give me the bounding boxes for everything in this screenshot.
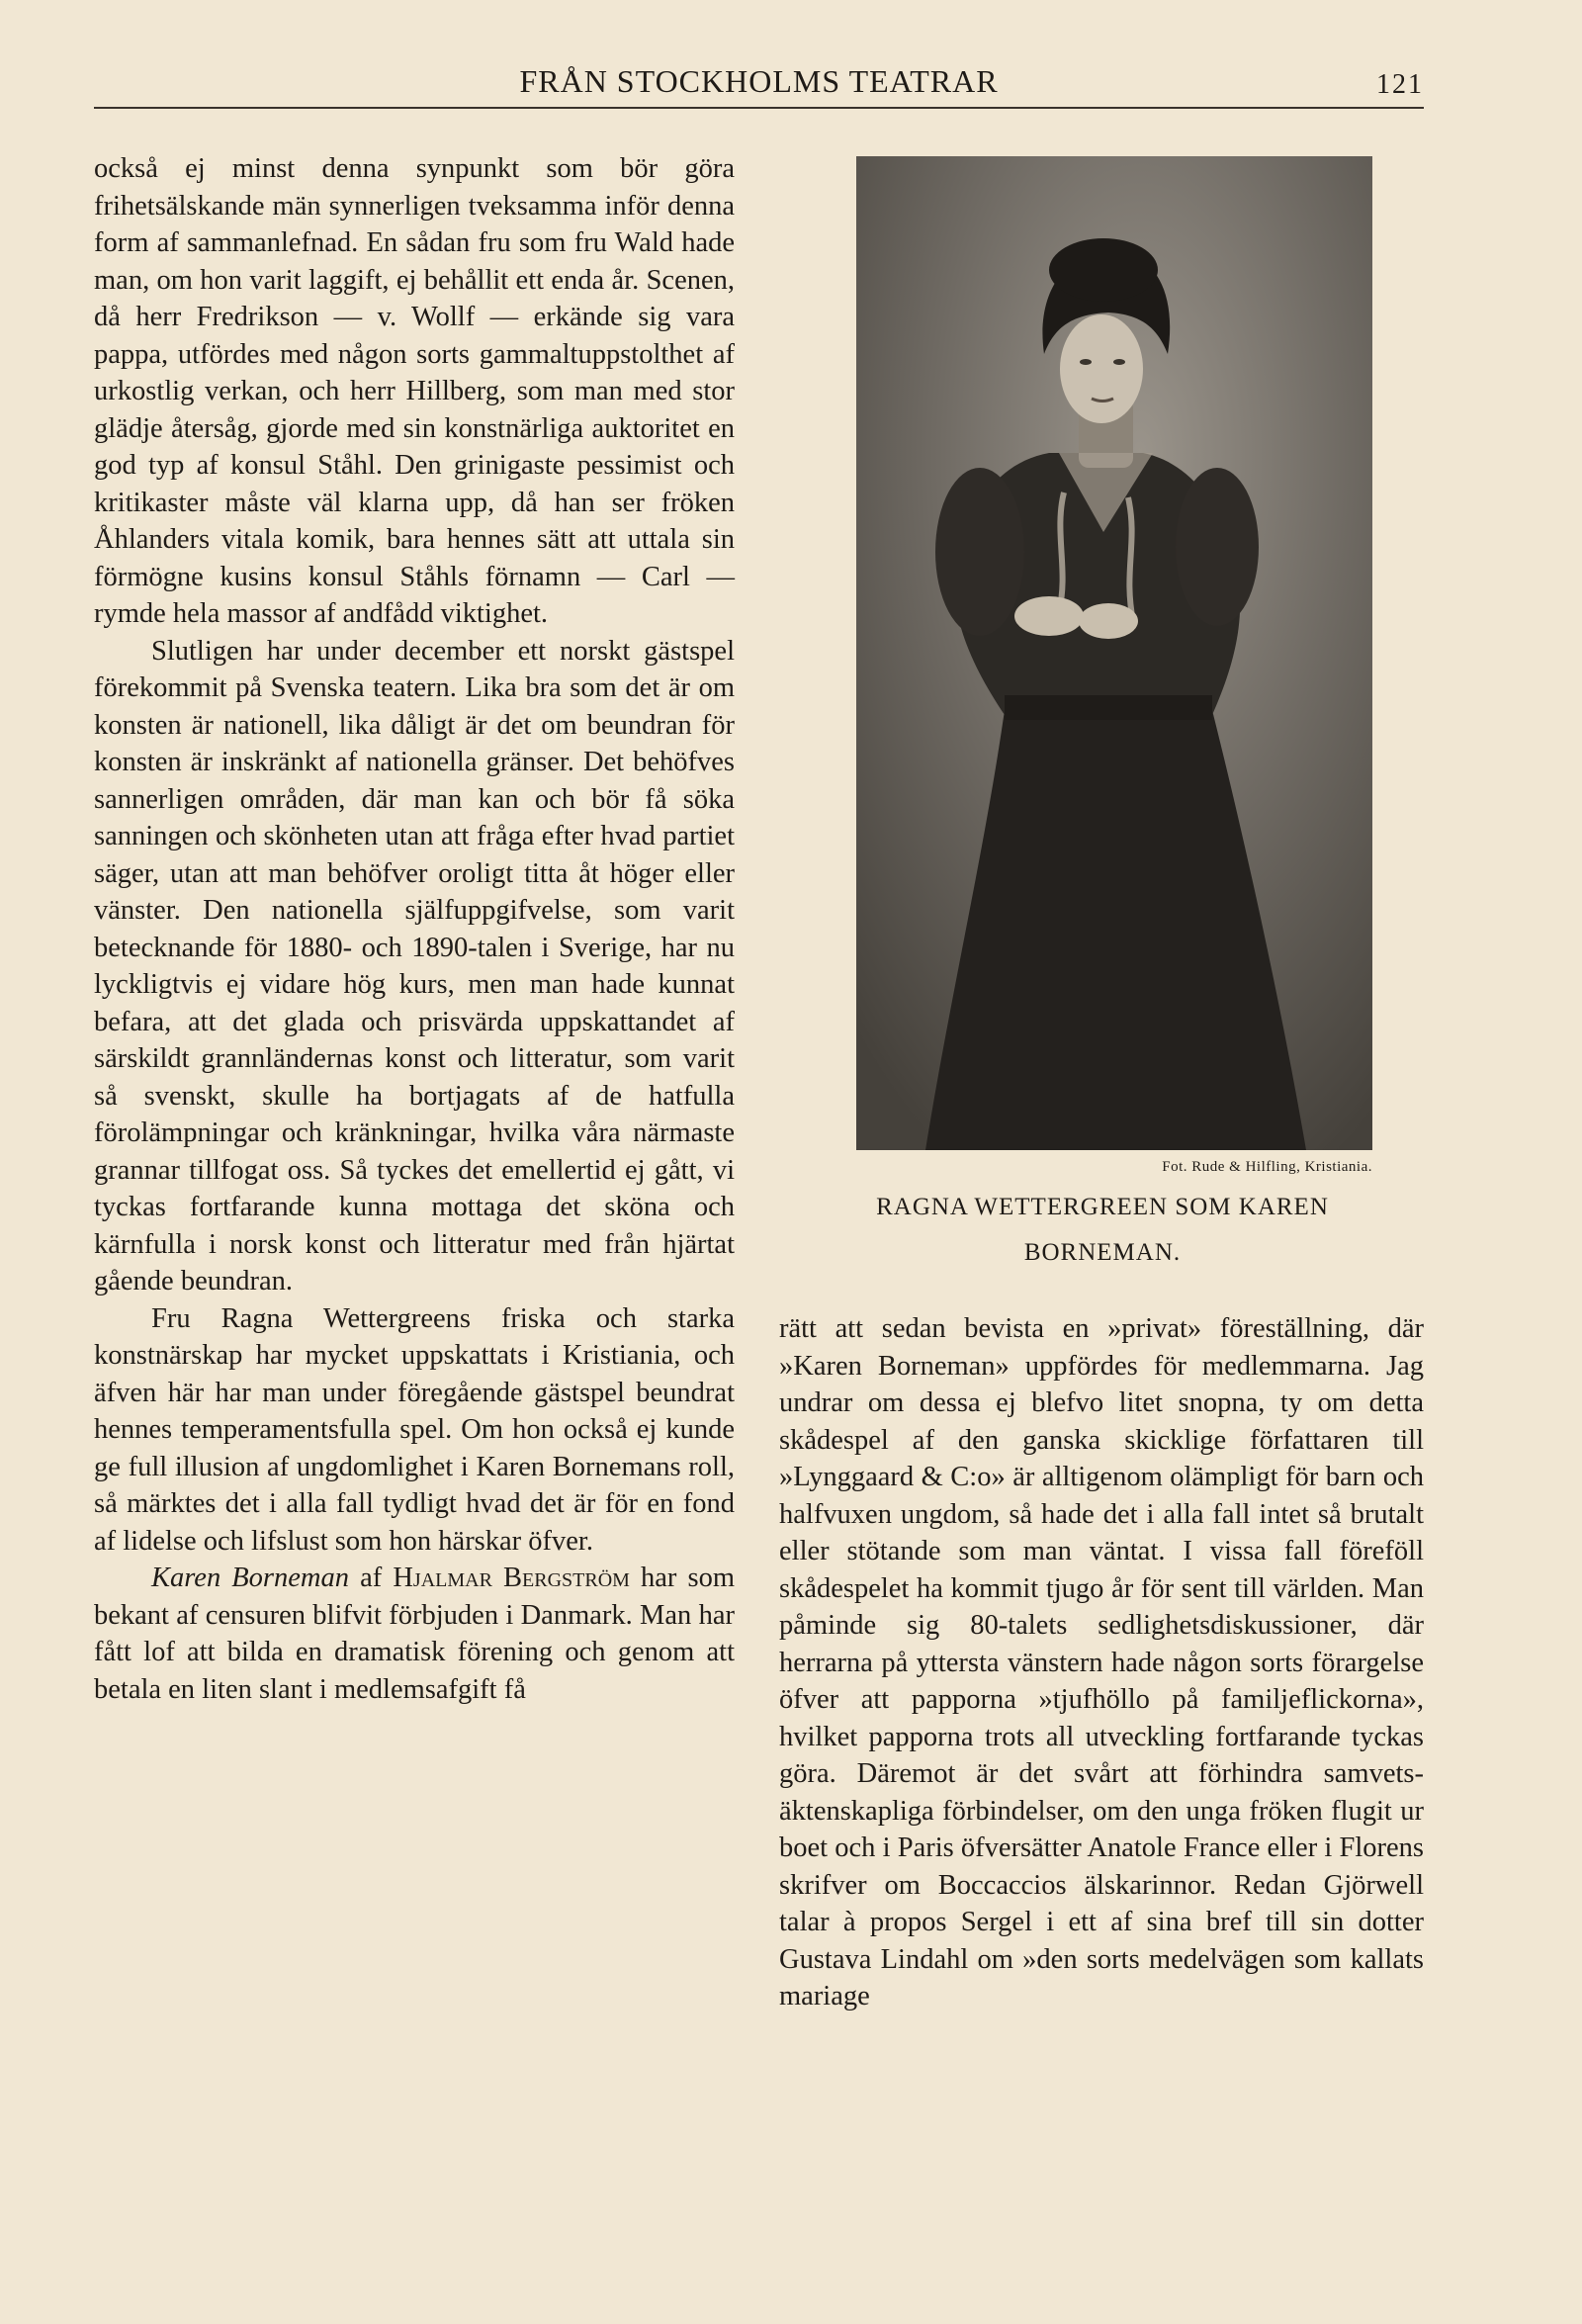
author-name: Hjalmar Bergström xyxy=(393,1563,630,1593)
portrait-photo-figure xyxy=(856,156,1372,1150)
caption-line: RAGNA WETTERGREEN SOM KAREN xyxy=(876,1194,1329,1220)
paragraph: också ej minst denna synpunkt som bör göra frihetsälskande män synnerligen tveksamma inför denna form af sammanlefnad. En sådan fru som fru Wald hade man, om hon varit laggift, ej behållit ett enda år. Scenen, då herr Fredrikson — v. Wollf — erkände sig vara pappa, utfördes med någon sorts gammaltuppstolthet af urkostlig verkan, och herr Hillberg, som man med stor glädje återsåg, gjorde med sin konstnärliga auktoritet en god typ af konsul Ståhl. Den grinigaste pessimist och kritikaster måste väl klarna upp, då han ser fröken Åhlanders vitala komik, bara hennes sätt att uttala sin förmögne kusins konsul Ståhls förnamn — Carl — rymde hela massor af andfådd viktighet. xyxy=(94,153,735,629)
portrait-illustration xyxy=(856,156,1372,1150)
paragraph: Karen Borneman af Hjalmar Bergström har som bekant af censuren blifvit förbjuden i Danmark. Man har fått lof att bilda en dramatisk förening och genom att betala en liten slant i medlemsafgift få xyxy=(94,1563,735,1705)
page-number: 121 xyxy=(1376,69,1424,100)
paragraph: rätt att sedan bevista en »privat» föreställning, där »Karen Borneman» uppfördes för medlemmarna. Jag undrar om dessa ej blefvo litet snopna, ty om detta skådespel af den ganska skicklige författaren till »Lynggaard & C:o» är alltigenom olämpligt för barn och halfvuxen ungdom, så hade det i alla fall intet så brutalt eller stötande som man väntat. I vissa fall föreföll skådespelet ha kommit tjugo år för sent till världen. Man påminde sig 80-talets sedlighetsdiskussioner, där herrarna på yttersta vänstern hade någon sorts förargelse öfver att papporna »tjufhöllo på familjeflickorna», hvilket papporna trots all utveckling fortfarande tyckas göra. Däremot är det svårt att förhindra samvetsäktenskapliga förbindelser, om den unga fröken flugit ur boet och i Paris öfversätter Anatole France eller i Florens skrifver om Boccaccios älskarinnor. Redan Gjörwell talar à propos Sergel i ett af sina bref till sin dotter Gustava Lindahl om »den sorts medelvägen som kallats mariage xyxy=(779,1313,1424,2011)
photo-caption xyxy=(806,1185,1399,1276)
paragraph: Fru Ragna Wettergreens friska och starka konstnärskap har mycket uppskattats i Kristiania, och äfven här har man under föregående gästspel beundrat hennes temperamentsfulla spel. Om hon också ej kunde ge full illusion af ungdomlighet i Karen Bornemans roll, så märktes det i alla fall tydligt hvad det är för en fond af lidelse och lifslust som hon härskar öfver. xyxy=(94,1302,735,1557)
left-text-column xyxy=(94,150,735,1708)
play-title: Karen Borneman xyxy=(151,1563,350,1593)
caption-line: BORNEMAN. xyxy=(1023,1239,1182,1266)
right-text-column xyxy=(779,1310,1424,2015)
running-header xyxy=(94,61,1424,109)
photo-credit: Fot. Rude & Hilfling, Kristiania. xyxy=(1162,1159,1372,1175)
portrait-photo xyxy=(856,156,1372,1150)
running-title: FRÅN STOCKHOLMS TEATRAR xyxy=(519,63,999,99)
paragraph: Slutligen har under december ett norskt gästspel förekommit på Svenska teatern. Lika bra som det är om konsten är nationell, lika dåligt är det om beundran för konsten är inskränkt af nationella gränser. Det behöfves sannerligen områden, där man kan och bör få söka sanningen och skönheten utan att fråga efter hvad partiet säger, utan att man behöfver oroligt titta åt höger eller vänster. Den nationella själfuppgifvelse, som varit betecknande för 1880- och 1890-talen i Sverige, har nu lyckligtvis ej vidare hög kurs, men man hade kunnat befara, att det glada och prisvärda uppskattandet af särskildt grannländernas konst och litteratur, som varit så svenskt, skulle ha bortjagats af de hatfulla förolämpningar och kränkningar, hvilka våra närmaste grannar tillfogat oss. Så tyckes det emellertid ej gått, vi tyckas fortfarande kunna mottaga det sköna och kärnfulla i norsk konst och litteratur med från hjärtat gående beundran. xyxy=(94,635,735,1296)
